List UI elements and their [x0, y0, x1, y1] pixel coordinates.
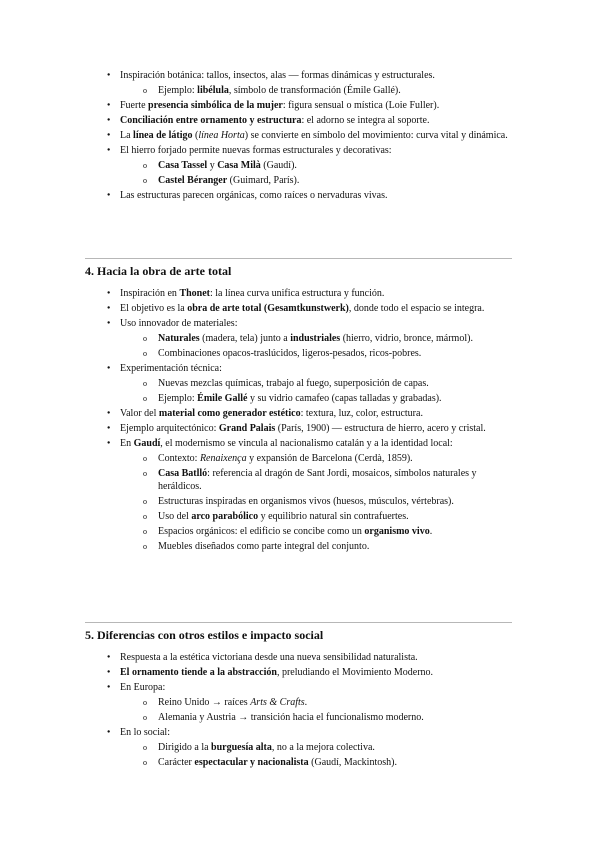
bullet-item: ● Conciliación entre ornamento y estructura: el adorno se integra al soporte.: [0, 114, 600, 127]
section-4-list: [0, 287, 600, 554]
bullet-item: ● Inspiración botánica: tallos, insectos, alas — formas dinámicas y estructurales.: [0, 69, 600, 82]
bullet-item: ● Fuerte presencia simbólica de la mujer: figura sensual o mística (Loie Fuller).: [0, 99, 600, 112]
bullet-item: ● Experimentación técnica:: [0, 362, 600, 375]
bullet-item: ● En lo social:: [0, 726, 600, 739]
sub-bullet-item: o Combinaciones opacos-traslúcidos, ligeros-pesados, ricos-pobres.: [0, 347, 600, 360]
sub-bullet-item: o Alemania y Austria → transición hacia el funcionalismo moderno.: [0, 711, 600, 724]
sub-bullet-item: o Castel Béranger (Guimard, París).: [0, 174, 600, 187]
sub-bullet-item: o Reino Unido → raíces Arts & Crafts.: [0, 696, 600, 709]
sub-bullet-item: o Ejemplo: Émile Gallé y su vidrio camafeo (capas talladas y grabadas).: [0, 392, 600, 405]
bullet-item: ● Respuesta a la estética victoriana desde una nueva sensibilidad naturalista.: [0, 651, 600, 664]
sub-bullet-item: o Nuevas mezclas químicas, trabajo al fuego, superposición de capas.: [0, 377, 600, 390]
bullet-item: ● El hierro forjado permite nuevas formas estructurales y decorativas:: [0, 144, 600, 157]
sub-bullet-item: o Naturales (madera, tela) junto a industriales (hierro, vidrio, bronce, mármol).: [0, 332, 600, 345]
section-4-list-block: [0, 287, 600, 555]
sub-bullet-item: o Dirigido a la burguesía alta, no a la mejora colectiva.: [0, 741, 600, 754]
sub-bullet-item: o Casa Tassel y Casa Milà (Gaudí).: [0, 159, 600, 172]
bullet-item: ● El ornamento tiende a la abstracción, preludiando el Movimiento Moderno.: [0, 666, 600, 679]
sub-bullet-item: o Ejemplo: libélula, símbolo de transformación (Émile Gallé).: [0, 84, 600, 97]
sub-bullet-item: o Carácter espectacular y nacionalista (Gaudí, Mackintosh).: [0, 756, 600, 769]
sub-bullet-item: o Estructuras inspiradas en organismos vivos (huesos, músculos, vértebras).: [0, 495, 600, 508]
bullet-item: ● Inspiración en Thonet: la línea curva unifica estructura y función.: [0, 287, 600, 300]
bullet-item: ● En Europa:: [0, 681, 600, 694]
bullet-item: ● La línea de látigo (línea Horta) se convierte en símbolo del movimiento: curva vital y dinámica.: [0, 129, 600, 142]
section-4-heading: 4. Hacia la obra de arte total: [85, 264, 232, 278]
bullet-item: ● Ejemplo arquitectónico: Grand Palais (París, 1900) — estructura de hierro, acero y cristal.: [0, 422, 600, 435]
sub-bullet-item: o Casa Batlló: referencia al dragón de Sant Jordi, mosaicos, símbolos naturales y heráldicos.: [0, 467, 600, 494]
section-3-list: [0, 69, 600, 202]
section-divider: [85, 622, 512, 623]
section-divider: [85, 258, 512, 259]
sub-bullet-item: o Uso del arco parabólico y equilibrio natural sin contrafuertes.: [0, 510, 600, 523]
bullet-item: ● Uso innovador de materiales:: [0, 317, 600, 330]
section-3-list-block: [0, 69, 600, 204]
bullet-item: ● El objetivo es la obra de arte total (Gesamtkunstwerk), donde todo el espacio se integra.: [0, 302, 600, 315]
bullet-item: ● Valor del material como generador estético: textura, luz, color, estructura.: [0, 407, 600, 420]
bullet-item: ● En Gaudí, el modernismo se vincula al nacionalismo catalán y a la identidad local:: [0, 437, 600, 450]
sub-bullet-item: o Espacios orgánicos: el edificio se concibe como un organismo vivo.: [0, 525, 600, 538]
section-5-heading: 5. Diferencias con otros estilos e impacto social: [85, 628, 324, 642]
bullet-item: ● Las estructuras parecen orgánicas, como raíces o nervaduras vivas.: [0, 189, 600, 202]
sub-bullet-item: o Muebles diseñados como parte integral del conjunto.: [0, 540, 600, 553]
section-5-list: [0, 651, 600, 769]
sub-bullet-item: o Contexto: Renaixença y expansión de Barcelona (Cerdà, 1859).: [0, 452, 600, 465]
section-5-list-block: [0, 651, 600, 771]
